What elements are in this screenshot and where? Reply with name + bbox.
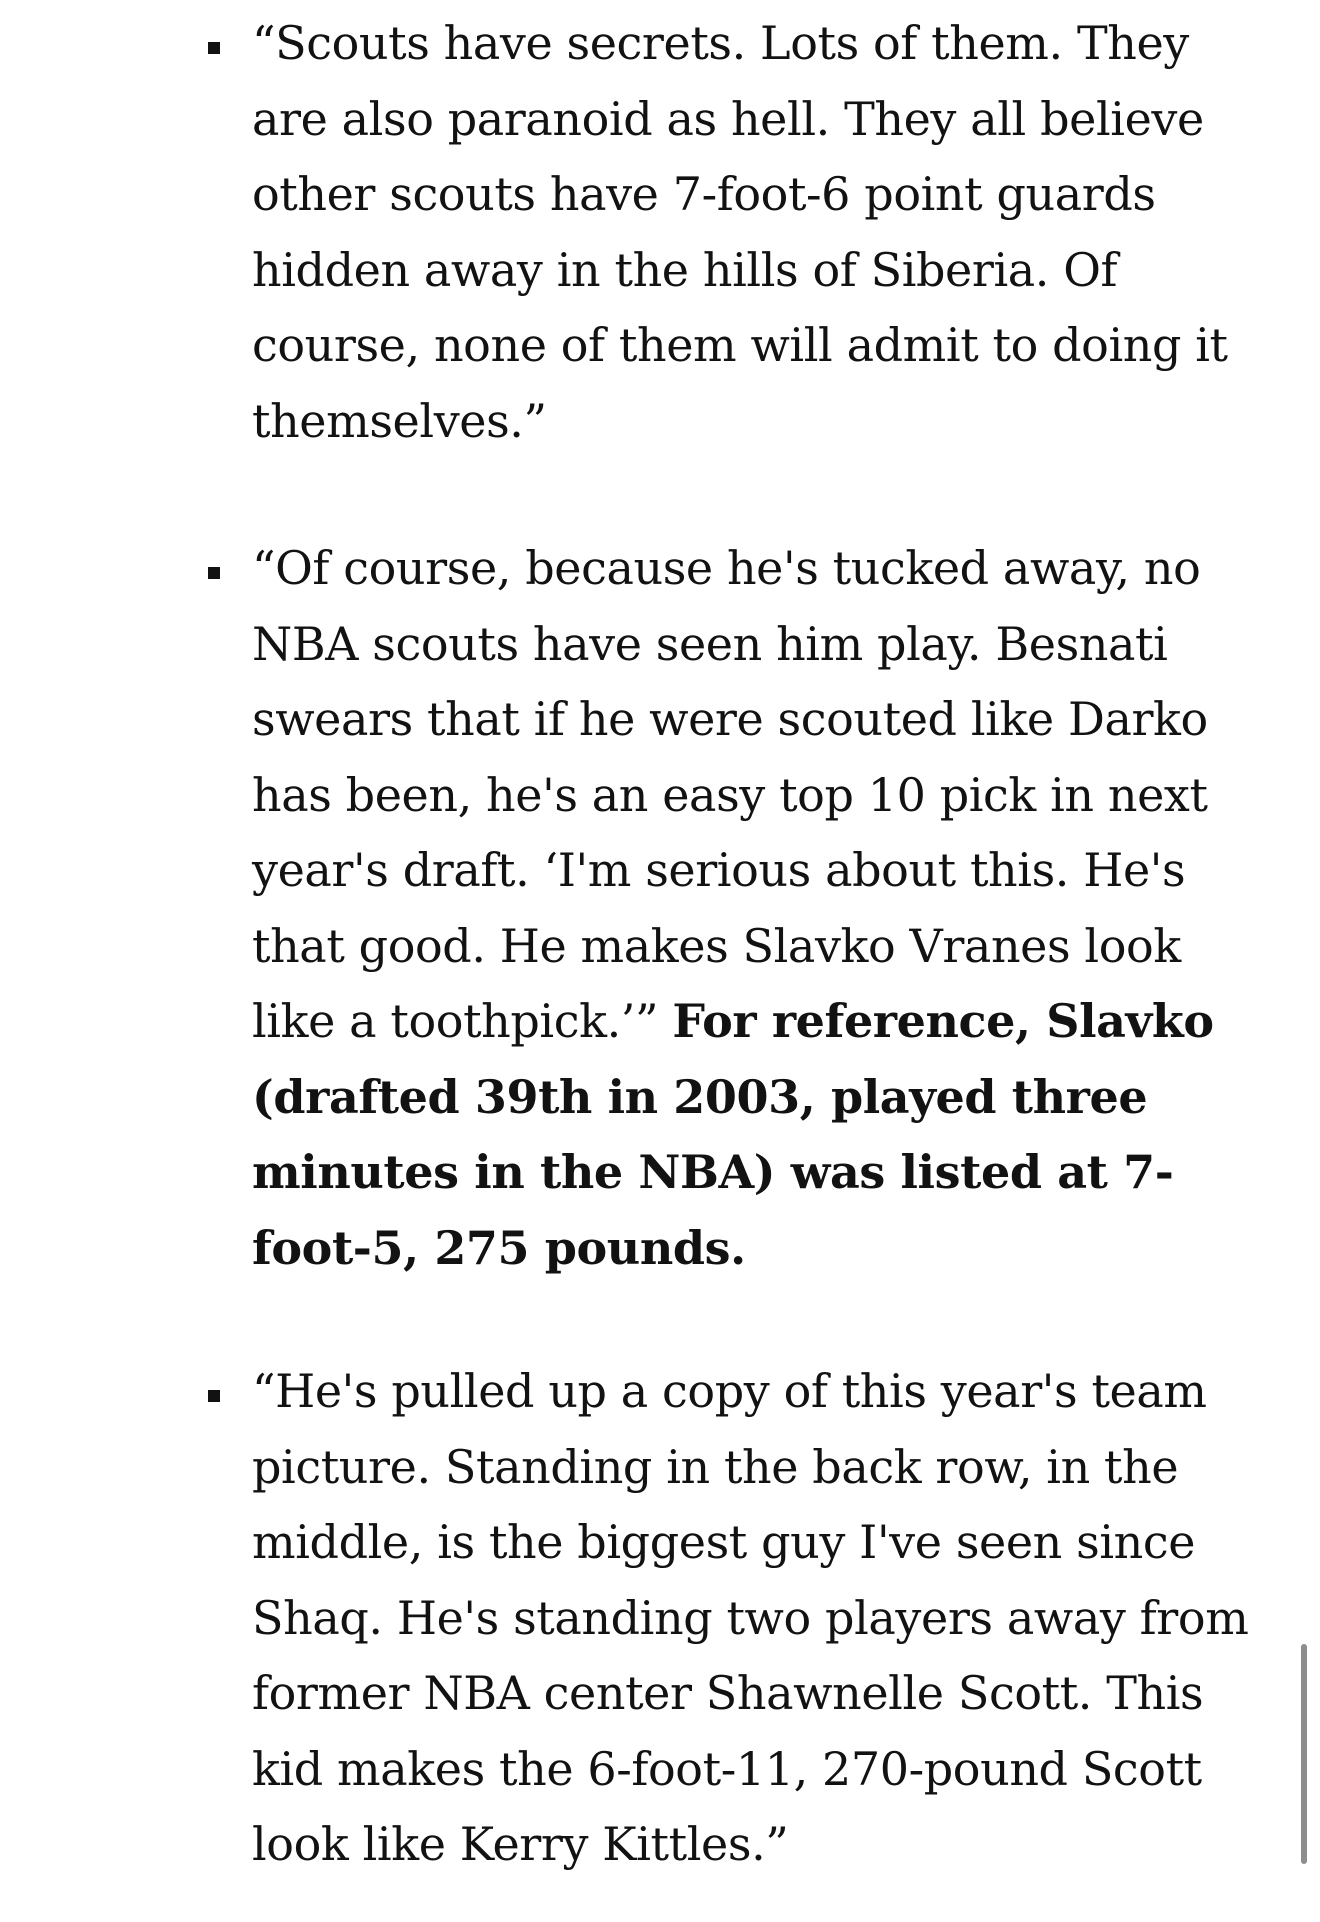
- square-bullet-icon: [208, 567, 220, 579]
- quote-text: “Of course, because he's tucked away, no NBA scouts have seen him play. Besnati swears that if he were scouted like Darko has been, he's an easy top 10 pick in next year's draft. ‘I'm serious about this. He's that good. He makes Slavko Vranes look like a toothpick.’”: [252, 541, 1208, 1048]
- scrollbar[interactable]: [1301, 1644, 1307, 1864]
- square-bullet-icon: [208, 1390, 220, 1402]
- list-item: [252, 1354, 1252, 1883]
- quote-text: “Scouts have secrets. Lots of them. They are also paranoid as hell. They all believe other scouts have 7-foot-6 point guards hidden away in the hills of Siberia. Of course, none of them will admit to doing it themselves.”: [252, 16, 1228, 448]
- list-item: [252, 531, 1252, 1286]
- quote-text: “He's pulled up a copy of this year's team picture. Standing in the back row, in the middle, is the biggest guy I've seen since Shaq. He's standing two players away from former NBA center Shawnelle Scott. This kid makes the 6-foot-11, 270-pound Scott look like Kerry Kittles.”: [252, 1364, 1249, 1871]
- reference-note: For reference, Slavko (drafted 39th in 2003, played three minutes in the NBA) was listed at 7-foot-5, 275 pounds.: [252, 994, 1214, 1275]
- list-item: [252, 6, 1252, 459]
- square-bullet-icon: [208, 42, 220, 54]
